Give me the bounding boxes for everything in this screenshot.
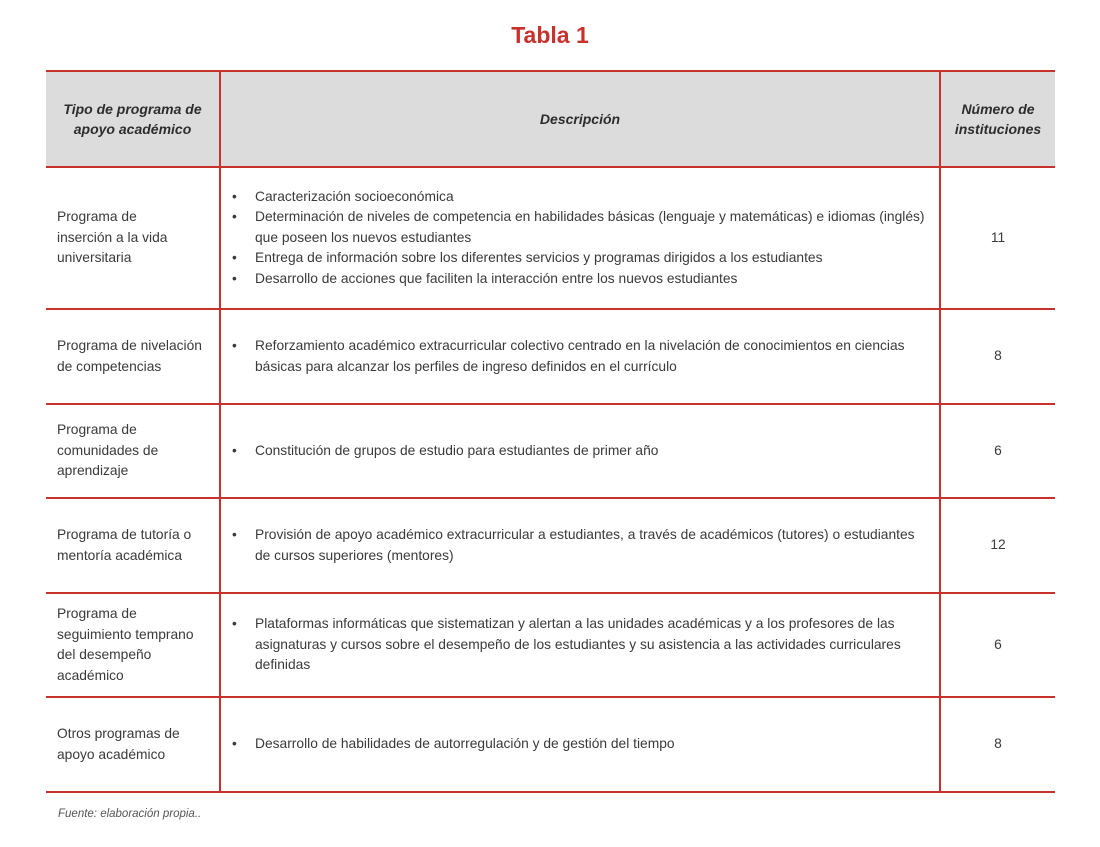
header-count: Número de instituciones bbox=[940, 71, 1055, 167]
description-bullet: • Entrega de información sobre los diferentes servicios y programas dirigidos a los estudiantes bbox=[230, 248, 929, 269]
header-description: Descripción bbox=[220, 71, 940, 167]
table-row bbox=[46, 167, 1055, 309]
table-row bbox=[46, 309, 1055, 404]
header-row bbox=[46, 71, 1055, 167]
program-description bbox=[220, 498, 940, 593]
table-row bbox=[46, 697, 1055, 792]
table-row bbox=[46, 593, 1055, 697]
program-description bbox=[220, 697, 940, 792]
description-bullet: • Constitución de grupos de estudio para estudiantes de primer año bbox=[230, 441, 929, 462]
institution-count: 6 bbox=[940, 593, 1055, 697]
program-type: Programa de tutoría o mentoría académica bbox=[46, 498, 220, 593]
header-type: Tipo de programa de apoyo académico bbox=[46, 71, 220, 167]
institution-count: 6 bbox=[940, 404, 1055, 498]
description-bullet: • Provisión de apoyo académico extracurricular a estudiantes, a través de académicos (tutores) o estudiantes de cursos superiores (mentores) bbox=[230, 525, 929, 566]
program-description bbox=[220, 167, 940, 309]
description-bullet: • Plataformas informáticas que sistematizan y alertan a las unidades académicas y a los profesores de las asignaturas y cursos sobre el desempeño de los estudiantes y su asistencia a las actividades curriculares definidas bbox=[230, 614, 929, 676]
institution-count: 11 bbox=[940, 167, 1055, 309]
program-description bbox=[220, 309, 940, 404]
program-type: Programa de seguimiento temprano del desempeño académico bbox=[46, 593, 220, 697]
description-bullet: • Desarrollo de acciones que faciliten la interacción entre los nuevos estudiantes bbox=[230, 269, 929, 290]
institution-count: 8 bbox=[940, 697, 1055, 792]
program-type: Otros programas de apoyo académico bbox=[46, 697, 220, 792]
table-row bbox=[46, 498, 1055, 593]
table-row bbox=[46, 404, 1055, 498]
programs-table bbox=[46, 70, 1055, 793]
program-type: Programa de comunidades de aprendizaje bbox=[46, 404, 220, 498]
description-bullet: • Reforzamiento académico extracurricular colectivo centrado en la nivelación de conocimientos en ciencias básicas para alcanzar los perfiles de ingreso definidos en el currículo bbox=[230, 336, 929, 377]
source-note: Fuente: elaboración propia.. bbox=[58, 808, 202, 820]
institution-count: 12 bbox=[940, 498, 1055, 593]
program-type: Programa de inserción a la vida universitaria bbox=[46, 167, 220, 309]
description-bullet: • Determinación de niveles de competencia en habilidades básicas (lenguaje y matemáticas) e idiomas (inglés) que poseen los nuevos estudiantes bbox=[230, 207, 929, 248]
institution-count: 8 bbox=[940, 309, 1055, 404]
description-bullet: • Desarrollo de habilidades de autorregulación y de gestión del tiempo bbox=[230, 734, 929, 755]
program-type: Programa de nivelación de competencias bbox=[46, 309, 220, 404]
program-description bbox=[220, 404, 940, 498]
description-bullet: • Caracterización socioeconómica bbox=[230, 187, 929, 208]
table-title: Tabla 1 bbox=[511, 22, 589, 48]
program-description bbox=[220, 593, 940, 697]
